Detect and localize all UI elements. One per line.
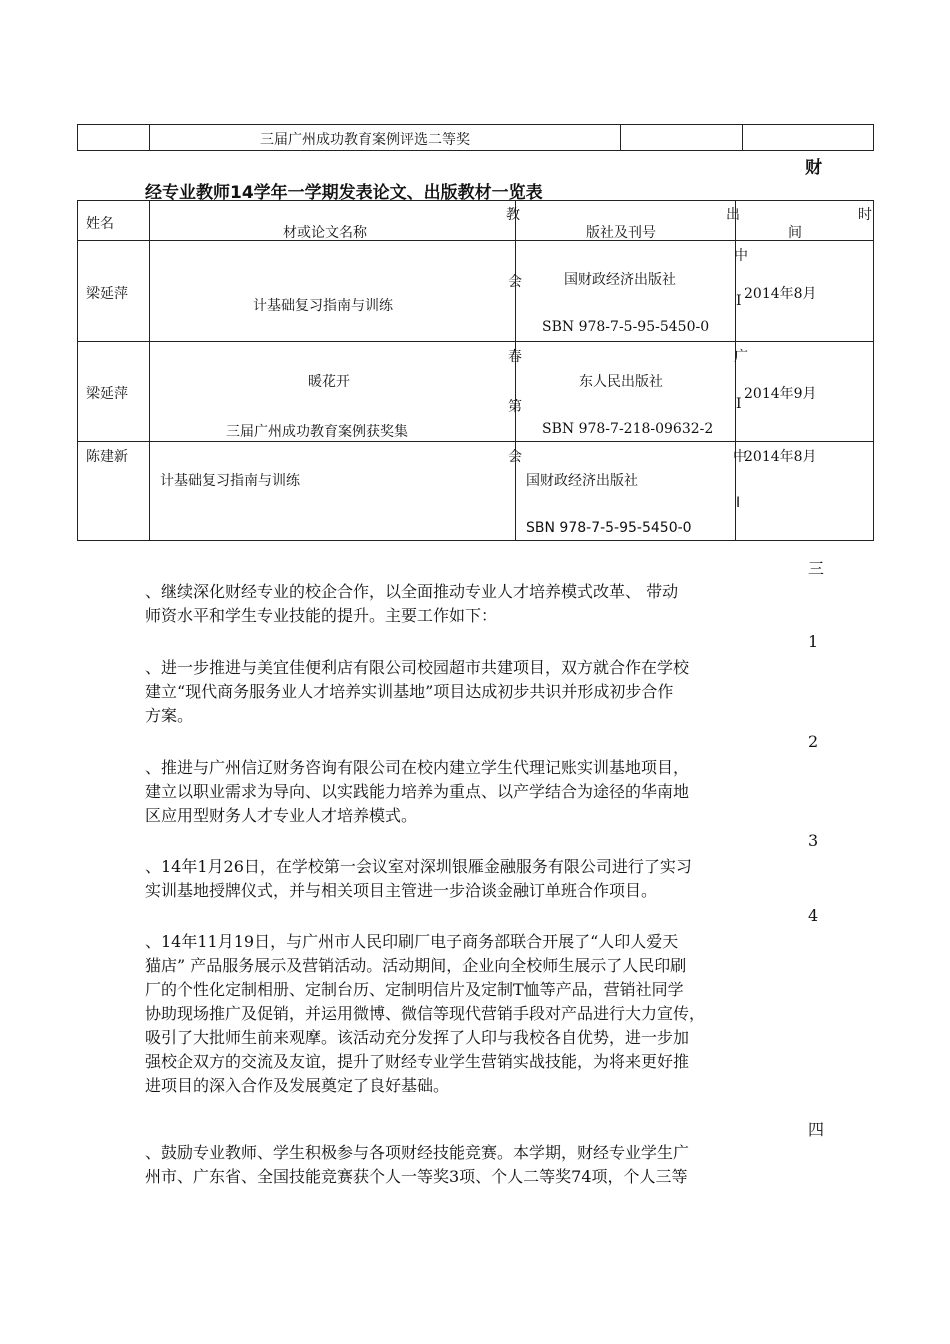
header-title: 材或论文名称 教 (150, 201, 516, 241)
section-number: 4 (808, 906, 819, 925)
row3-name: 陈建新 (78, 442, 150, 541)
heading-part1: 财 (805, 158, 822, 178)
table-row (78, 442, 874, 541)
section-number: 1 (808, 632, 819, 651)
row1-name: 梁延萍 (78, 241, 150, 342)
table-header-row (78, 201, 874, 241)
award-text: 三届广州成功教育案例评选二等奖 (260, 132, 470, 148)
section-number: 四 (808, 1120, 825, 1139)
award-table (77, 124, 874, 151)
row2-title: 暖花开 三届广州成功教育案例获奖集 春 第 (150, 342, 516, 442)
publications-table (77, 200, 874, 541)
section-paragraph: 、鼓励专业教师、学生积极参与各项财经技能竞赛。本学期，财经专业学生广 州市、广东省、全国技能竞赛获个人一等奖3项、个人二等奖74项，个人三等 (145, 1143, 690, 1186)
table-row (78, 241, 874, 342)
section-number: 3 (808, 831, 819, 850)
section-paragraph: 、14年1月26日，在学校第一会议室对深圳银雁金融服务有限公司进行了实习 实训基地授牌仪式，并与相关项目主管进一步洽谈金融订单班合作项目。 (145, 857, 692, 900)
table-row (78, 342, 874, 442)
row3-publisher: 国财政经济出版社 SBN 978-7-5-95-5450-0 中 I (516, 442, 736, 541)
header-name: 姓名 (78, 201, 150, 241)
section-paragraph: 、推进与广州信辽财务咨询有限公司在校内建立学生代理记账实训基地项目， 建立以职业需求为导向、以实践能力培养为重点、以产学结合为途径的华南地 区应用型财务人才专业人才培养模式。 (145, 758, 690, 825)
section-number: 三 (808, 559, 825, 578)
section-paragraph: 、进一步推进与美宜佳便利店有限公司校园超市共建项目，双方就合作在学校 建立“现代商务服务业人才培养实训基地”项目达成初步共识并形成初步合作 方案。 (145, 658, 690, 725)
row2-time: 2014年9月 (736, 342, 874, 442)
section-number: 2 (808, 732, 819, 751)
row2-name: 梁延萍 (78, 342, 150, 442)
page-heading: 经专业教师14学年一学期发表论文、出版教材一览表 (145, 183, 543, 203)
section-paragraph: 、14年11月19日，与广州市人民印刷厂电子商务部联合开展了“人印人爱天 猫店” 产品服务展示及营销活动。活动期间，企业向全校师生展示了人民印刷 厂的个性化定制相册、定制台历、定制明信片及定制T恤等产品，营销社同学 协助现场推广及促销，并运用微博、微信等现代营销手段对产品进行大力宣传， 吸引了大批师生前来观摩。该活动充分发挥了人印与我校各自优势，进一步加 强校企双方的交流及友谊，提升了财经专业学生营销实战技能，为将来更好推 进项目的深入合作及发展奠定了良好基础。 (145, 932, 706, 1095)
award-name-cell (78, 125, 150, 151)
row1-time: 2014年8月 (736, 241, 874, 342)
award-title-cell (150, 125, 621, 151)
header-time: 间 时 (736, 201, 874, 241)
row2-publisher: 东人民出版社 SBN 978-7-218-09632-2 广 I (516, 342, 736, 442)
award-time-cell (743, 125, 874, 151)
section-paragraph: 、继续深化财经专业的校企合作，以全面推动专业人才培养模式改革、 带动 师资水平和学生专业技能的提升。主要工作如下： (145, 582, 679, 625)
row3-time: 2014年8月 (736, 442, 874, 541)
row3-title: 计基础复习指南与训练 会 (150, 442, 516, 541)
row1-title: 计基础复习指南与训练 会 (150, 241, 516, 342)
row1-publisher: 国财政经济出版社 SBN 978-7-5-95-5450-0 中 I (516, 241, 736, 342)
award-publisher-cell (621, 125, 743, 151)
header-publisher: 版社及刊号 出 (516, 201, 736, 241)
